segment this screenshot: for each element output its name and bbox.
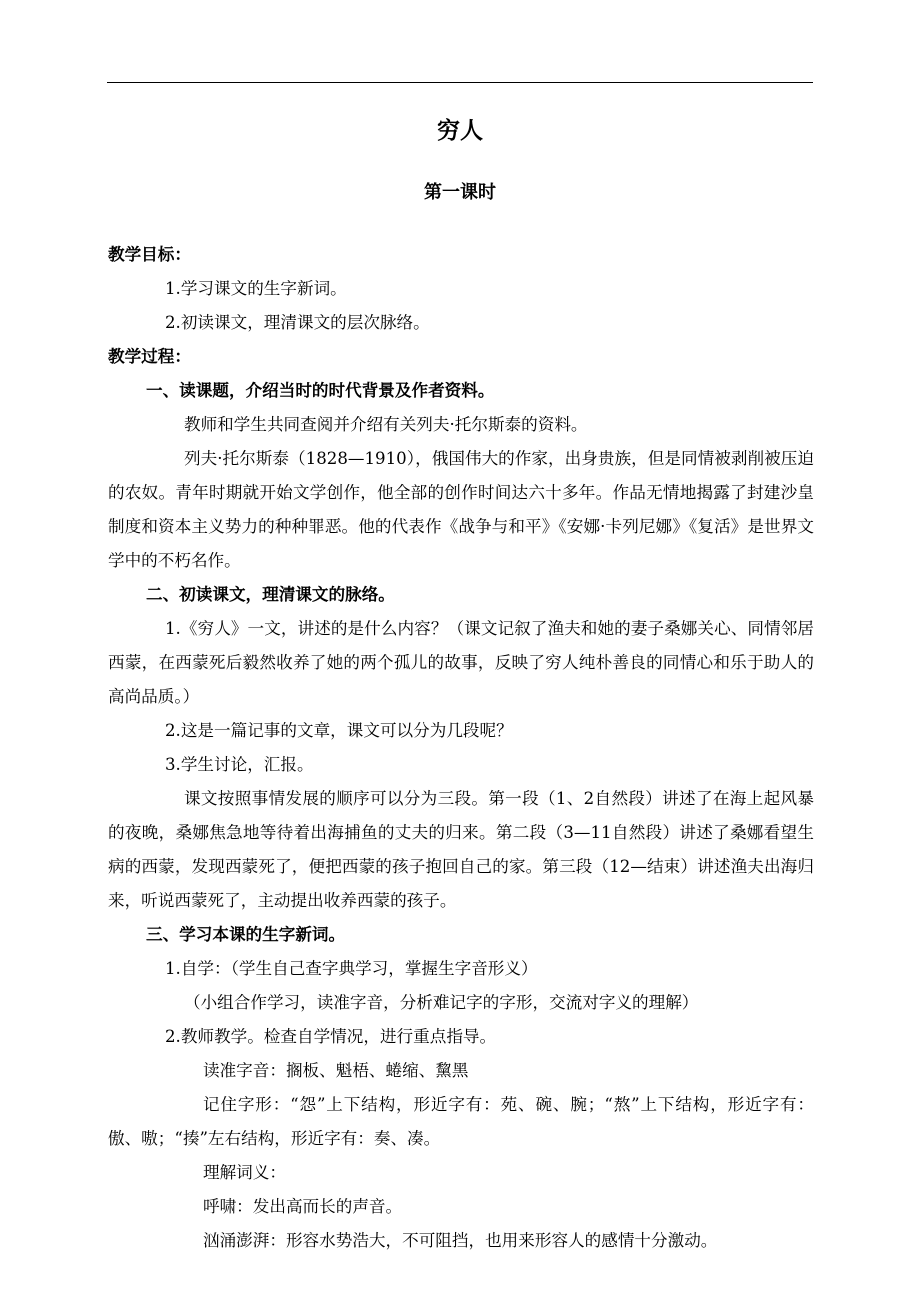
- structure-paragraph: 课文按照事情发展的顺序可以分为三段。第一段（1、2自然段）讲述了在海上起风暴的夜晚，桑娜焦急地等待着出海捕鱼的丈夫的归来。第二段（3—11自然段）讲述了桑娜看望生病的西蒙，发现西蒙死了，便把西蒙的孩子抱回自己的家。第三段（12—结束）讲述渔夫出海归来，听说西蒙死了，主动提出收养西蒙的孩子。: [108, 789, 814, 910]
- pronunciation-line: 读准字音：搁板、魁梧、蜷缩、黧黑: [203, 1061, 469, 1080]
- header-rule: [107, 82, 813, 83]
- question-item: 2.这是一篇记事的文章，课文可以分为几段呢？: [165, 721, 513, 740]
- question-paragraph: 1.《穷人》一文，讲述的是什么内容？（课文记叙了渔夫和她的妻子桑娜关心、同情邻居西蒙，在西蒙死后毅然收养了她的两个孤儿的故事，反映了穷人纯朴善良的同情心和乐于助人的高尚品质。）: [108, 619, 814, 706]
- meaning-heading: 理解词义：: [203, 1163, 286, 1182]
- study-item: （小组合作学习，读准字音，分析难记字的字形，交流对字义的理解）: [184, 993, 699, 1012]
- study-item: 2.教师教学。检查自学情况，进行重点指导。: [165, 1027, 497, 1046]
- word-definition: 汹涌澎湃：形容水势浩大，不可阻挡，也用来形容人的感情十分激动。: [203, 1231, 718, 1250]
- lesson-subtitle: 第一课时: [424, 182, 496, 203]
- question-item: 3.学生讨论，汇报。: [165, 755, 314, 774]
- section-heading: 二、初读课文，理清课文的脉络。: [146, 585, 395, 604]
- document-title: 穷人: [437, 118, 483, 144]
- objective-item: 1.学习课文的生字新词。: [165, 279, 347, 298]
- document-body: [108, 238, 814, 1258]
- objectives-heading: 教学目标：: [108, 245, 191, 264]
- process-heading: 教学过程：: [108, 347, 191, 366]
- word-definition: 呼啸：发出高而长的声音。: [203, 1197, 403, 1216]
- section-heading: 一、读课题，介绍当时的时代背景及作者资料。: [146, 381, 495, 400]
- character-shape-paragraph: 记住字形：“怨”上下结构，形近字有：苑、碗、腕；“熬”上下结构，形近字有：傲、嗷；“揍”左右结构，形近字有：奏、凑。: [108, 1095, 814, 1148]
- author-paragraph: 列夫·托尔斯泰（1828—1910），俄国伟大的作家，出身贵族，但是同情被剥削被压迫的农奴。青年时期就开始文学创作，他全部的创作时间达六十多年。作品无情地揭露了封建沙皇制度和资本主义势力的种种罪恶。他的代表作《战争与和平》《安娜·卡列尼娜》《复活》是世界文学中的不朽名作。: [108, 449, 814, 570]
- objective-item: 2.初读课文，理清课文的层次脉络。: [165, 313, 430, 332]
- paragraph-line: 教师和学生共同查阅并介绍有关列夫·托尔斯泰的资料。: [184, 415, 588, 434]
- section-heading: 三、学习本课的生字新词。: [146, 925, 346, 944]
- study-item: 1.自学：（学生自己查字典学习，掌握生字音形义）: [165, 959, 538, 978]
